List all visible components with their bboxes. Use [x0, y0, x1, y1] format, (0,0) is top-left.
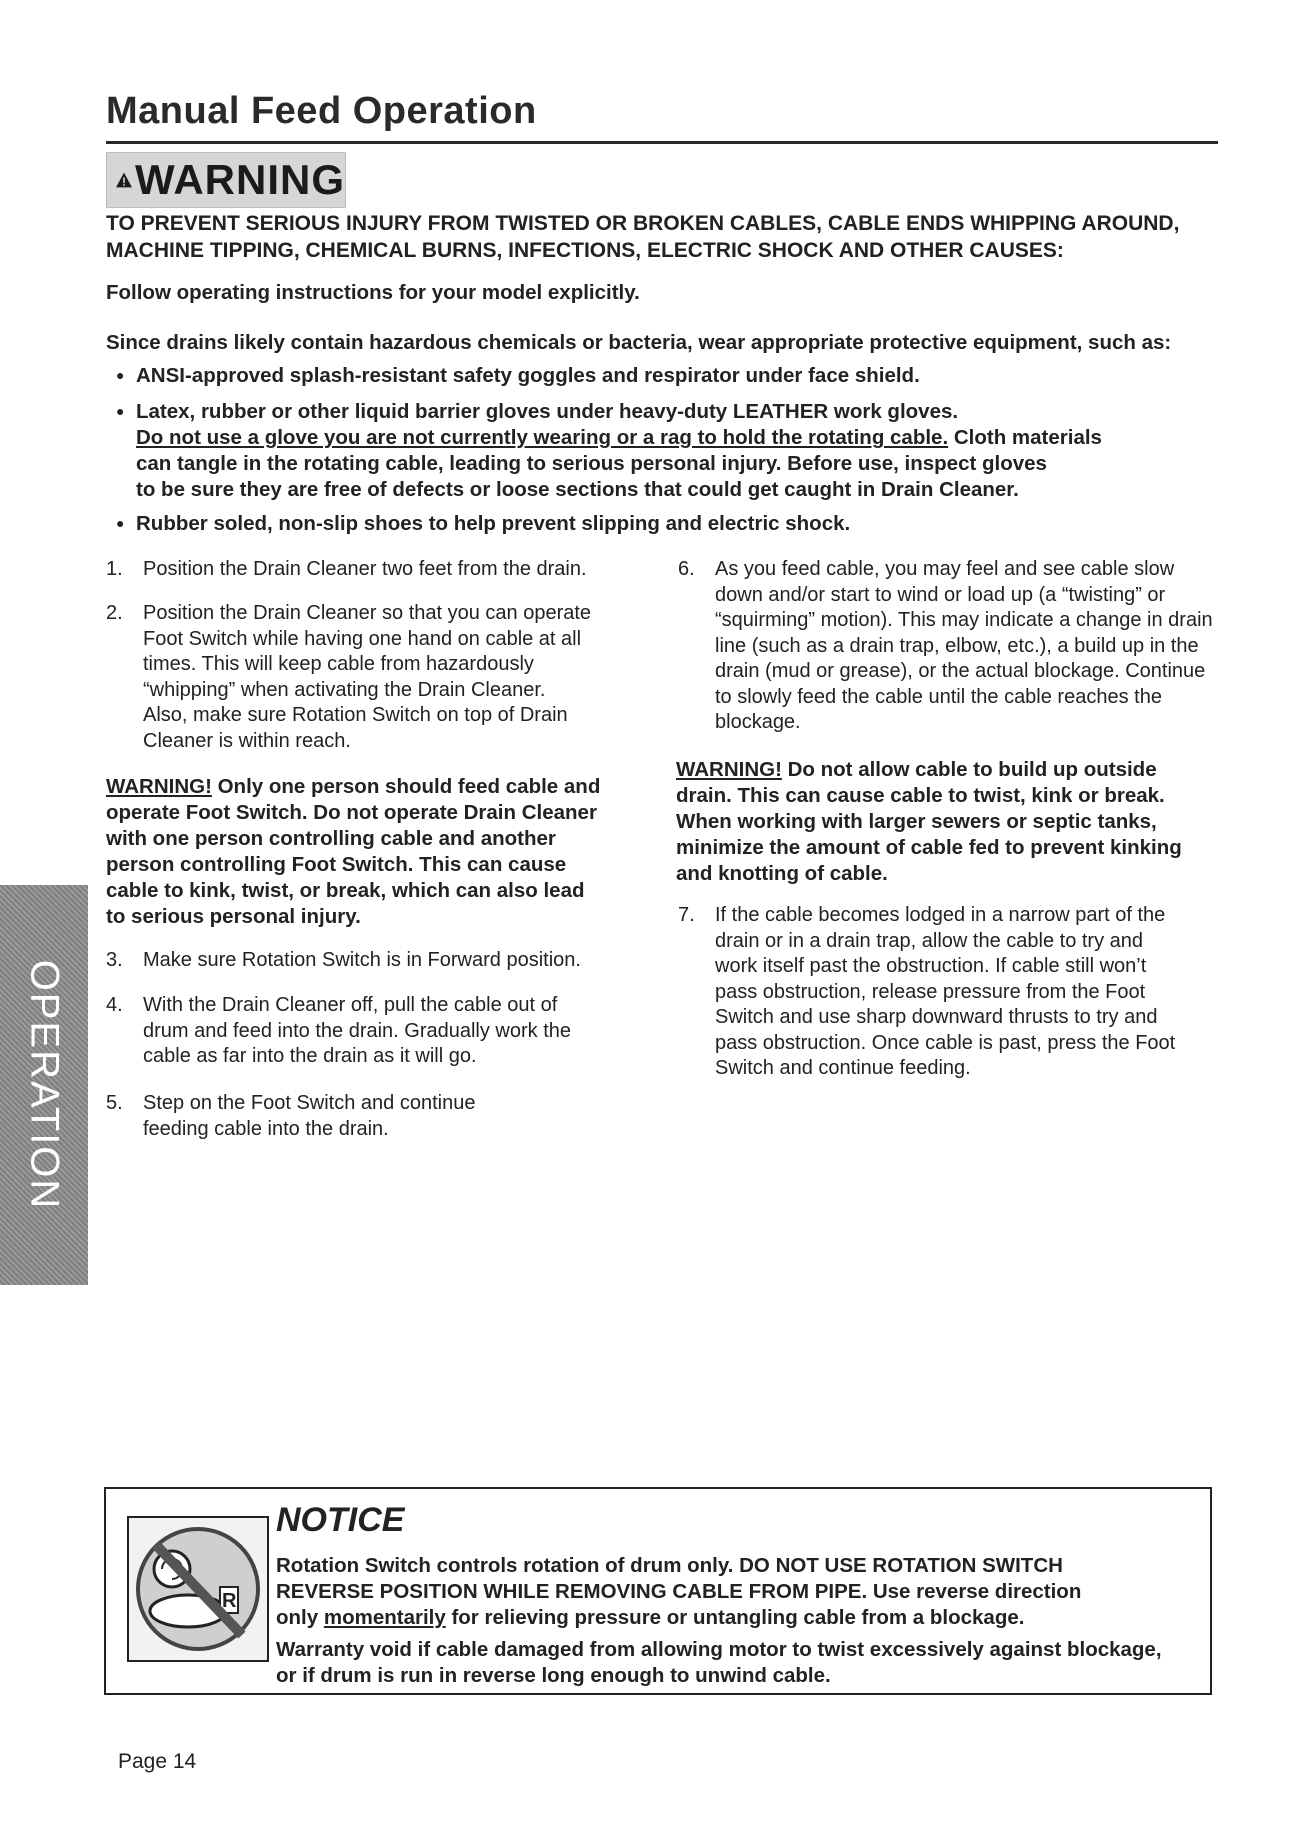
bullet-shoes [116, 510, 1226, 537]
notice-text: only [276, 1606, 324, 1629]
protective-equipment-intro: Since drains likely contain hazardous chemicals or bacteria, wear appropriate protective equipment, such as: [106, 331, 1172, 354]
icon-letter: R [222, 1590, 237, 1612]
bullet-text: Cloth materials [948, 426, 1102, 449]
warning-cable-buildup [676, 757, 1196, 887]
notice-line-2: REVERSE POSITION WHILE REMOVING CABLE FROM PIPE. Use reverse direction [276, 1580, 1082, 1603]
section-side-tab [0, 885, 88, 1285]
step-4 [106, 993, 606, 1070]
step-text: Position the Drain Cleaner two feet from the drain. [143, 558, 587, 580]
warning-label: WARNING! [106, 775, 212, 798]
step-6 [678, 557, 1218, 736]
notice-line-4: Warranty void if cable damaged from allowing motor to twist excessively against blockage, [276, 1638, 1162, 1661]
step-number: 2. [106, 602, 123, 624]
follow-instructions-text: Follow operating instructions for your model explicitly. [106, 281, 640, 304]
step-number: 1. [106, 558, 123, 580]
page-number: Page 14 [118, 1750, 197, 1773]
notice-box [104, 1487, 1212, 1695]
bullet-text: Latex, rubber or other liquid barrier gloves under heavy-duty LEATHER work gloves. [136, 400, 959, 423]
step-text: As you feed cable, you may feel and see cable slow down and/or start to wind or load up (a “twisting” or “squirming” motion). This may indicate a change in drain line (such as a drain trap, elbow, etc.), a build up in the drain (mud or grease), or the actual blockage. Continue to slowly feed the cable until the cable reaches the blockage. [715, 558, 1213, 733]
warning-text: Do not allow cable to build up outside drain. This can cause cable to twist, kink or break. When working with larger sewers or septic tanks, minimize the amount of cable fed to prevent kinking and knotting of cable. [676, 758, 1182, 885]
step-7 [678, 903, 1218, 1082]
notice-line-1: Rotation Switch controls rotation of drum only. DO NOT USE ROTATION SWITCH [276, 1554, 1063, 1577]
step-text: Position the Drain Cleaner so that you can operate Foot Switch while having one hand on cable at all times. This will keep cable from hazardously “whipping” when activating the Drain Cleaner. Also, make sure Rotation Switch on top of Drain Cleaner is within reach. [143, 602, 592, 752]
step-number: 7. [678, 904, 695, 926]
step-1 [106, 557, 626, 583]
warning-banner [106, 152, 346, 208]
glove-warning-underlined: Do not use a glove you are not currently wearing or a rag to hold the rotating cable. [136, 426, 949, 449]
notice-underlined-text: momentarily [323, 1606, 446, 1629]
bullet-dot: ● [116, 403, 125, 419]
title-divider [106, 141, 1218, 144]
step-text: Step on the Foot Switch and continue feeding cable into the drain. [143, 1092, 476, 1140]
notice-title: NOTICE [276, 1501, 405, 1539]
bullet-text: to be sure they are free of defects or loose sections that could get caught in Drain Cleaner. [136, 478, 1019, 501]
side-tab-label: OPERATION [22, 959, 67, 1211]
warning-one-person [106, 774, 606, 930]
warning-banner-label: WARNING [135, 156, 345, 203]
notice-line-3 [276, 1605, 1206, 1631]
step-number: 3. [106, 949, 123, 971]
page-title: Manual Feed Operation [106, 90, 537, 132]
bullet-text: can tangle in the rotating cable, leading to serious personal injury. Before use, inspect gloves [136, 452, 1047, 475]
bullet-text: ANSI-approved splash-resistant safety goggles and respirator under face shield. [136, 364, 920, 387]
step-text: If the cable becomes lodged in a narrow part of the drain or in a drain trap, allow the cable to try and work itself past the obstruction. If cable still won’t pass obstruction, release pressure from the Foot Switch and use sharp downward thrusts to try and pass obstruction. Once cable is past, press the Foot Switch and continue feeding. [715, 904, 1176, 1079]
notice-line-5: or if drum is run in reverse long enough to unwind cable. [276, 1664, 831, 1687]
step-3 [106, 948, 626, 974]
warning-text: Only one person should feed cable and operate Foot Switch. Do not operate Drain Cleaner with one person controlling cable and another person controlling Foot Switch. This can cause cable to kink, twist, or break, which can also lead to serious personal injury. [106, 775, 601, 928]
step-2 [106, 601, 616, 754]
step-number: 4. [106, 994, 123, 1016]
step-number: 5. [106, 1092, 123, 1114]
bullet-gloves [116, 398, 1226, 503]
no-reverse-rotation-icon [124, 1507, 274, 1669]
bullet-goggles [116, 362, 1226, 389]
step-text: Make sure Rotation Switch is in Forward position. [143, 949, 581, 971]
warning-triangle-icon [115, 164, 133, 196]
step-text: With the Drain Cleaner off, pull the cable out of drum and feed into the drain. Gradually work the cable as far into the drain as it will go. [143, 994, 572, 1067]
bullet-dot: ● [116, 367, 125, 383]
bullet-dot: ● [116, 515, 125, 531]
step-number: 6. [678, 558, 695, 580]
notice-text: for relieving pressure or untangling cable from a blockage. [445, 1606, 1025, 1629]
warning-heading: TO PREVENT SERIOUS INJURY FROM TWISTED OR BROKEN CABLES, CABLE ENDS WHIPPING AROUND, MACHINE TIPPING, CHEMICAL BURNS, INFECTIONS, ELECTRIC SHOCK AND OTHER CAUSES: [106, 212, 1180, 262]
bullet-text: Rubber soled, non-slip shoes to help prevent slipping and electric shock. [136, 512, 851, 535]
warning-label: WARNING! [676, 758, 782, 781]
step-5 [106, 1091, 526, 1142]
